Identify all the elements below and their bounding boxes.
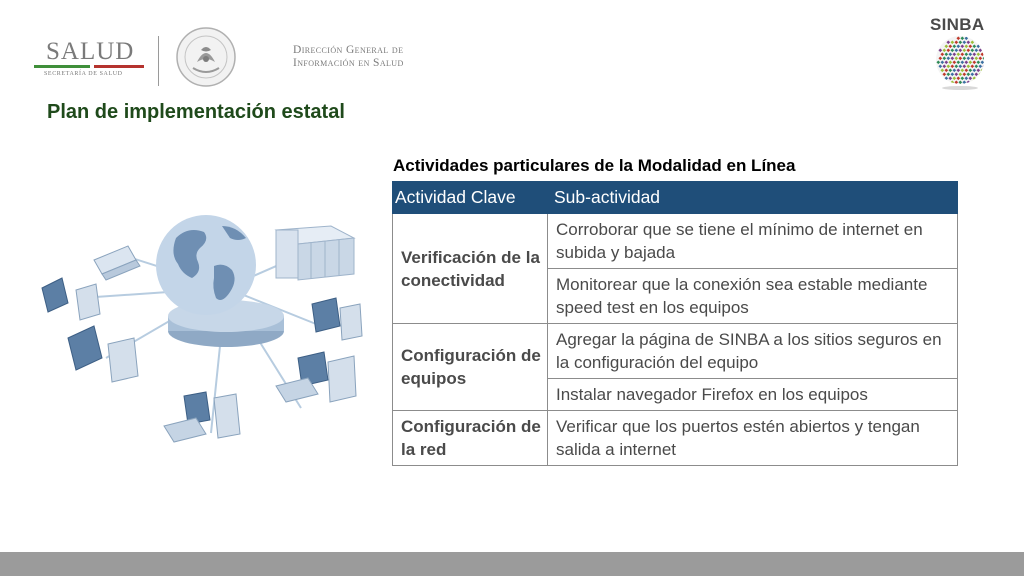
network-illustration	[36, 208, 366, 463]
sub-activity-cell: Monitorear que la conexión sea estable mediante speed test en los equipos	[548, 269, 958, 324]
footer-bar	[0, 552, 1024, 576]
desktop-computer-icon	[164, 392, 240, 442]
dgis-line-2: Información en Salud	[293, 57, 404, 69]
globe-icon	[156, 215, 256, 315]
sub-activity-cell: Agregar la página de SINBA a los sitios seguros en la configuración del equipo	[548, 324, 958, 379]
column-header-sub-actividad: Sub-actividad	[548, 182, 958, 214]
table-caption: Actividades particulares de la Modalidad en Línea	[393, 156, 796, 175]
column-header-actividad-clave: Actividad Clave	[393, 182, 548, 214]
page-title: Plan de implementación estatal	[47, 101, 345, 123]
activities-table	[392, 181, 958, 466]
desktop-computer-icon	[42, 278, 100, 320]
sinba-logo-word: SINBA	[930, 15, 985, 34]
desktop-computer-icon	[276, 352, 356, 402]
key-activity-cell: Configuración de equipos	[393, 324, 548, 411]
desktop-computer-icon	[312, 298, 362, 340]
salud-logo-subtitle: SECRETARÍA DE SALUD	[44, 71, 123, 77]
table-header-row	[393, 182, 958, 214]
laptop-icon	[94, 246, 140, 280]
sub-activity-cell: Instalar navegador Firefox en los equipos	[548, 379, 958, 411]
table-row	[393, 324, 958, 379]
mexican-seal-icon	[175, 26, 237, 88]
desktop-computer-icon	[68, 326, 138, 382]
sub-activity-cell: Verificar que los puertos estén abiertos y tengan salida a internet	[548, 411, 958, 466]
salud-logo-green-stripe	[34, 65, 90, 68]
sinba-globe-icon	[933, 33, 987, 91]
dgis-heading	[293, 44, 404, 70]
key-activity-cell: Verificación de la conectividad	[393, 214, 548, 324]
sub-activity-cell: Corroborar que se tiene el mínimo de internet en subida y bajada	[548, 214, 958, 269]
table-row	[393, 411, 958, 466]
server-rack-icon	[276, 226, 354, 280]
dgis-line-1: Dirección General de	[293, 44, 404, 56]
header-divider	[158, 36, 159, 86]
salud-logo	[34, 38, 154, 82]
table-row	[393, 214, 958, 269]
salud-logo-red-stripe	[94, 65, 144, 68]
salud-logo-word: SALUD	[46, 38, 135, 65]
key-activity-cell: Configuración de la red	[393, 411, 548, 466]
